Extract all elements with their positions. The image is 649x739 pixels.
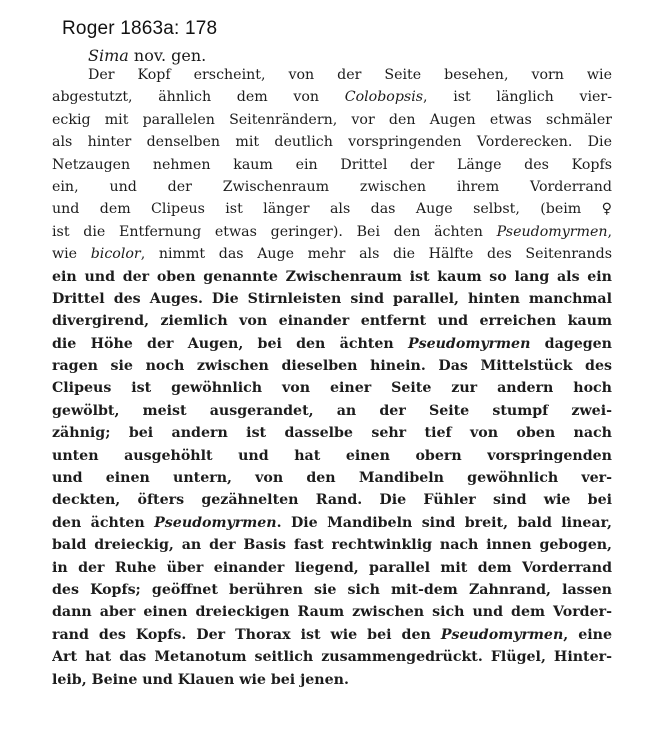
text-line: wie bicolor, nimmt das Auge mehr als die Hälfte des Seitenrands [52,246,612,263]
text-line: ein und der oben genannte Zwischenraum ist kaum so lang als ein [52,268,612,285]
text-line: rand des Kopfs. Der Thorax ist wie bei den Pseudomyrmen, eine [52,626,612,643]
text-line: Art hat das Metanotum seitlich zusammengedrückt. Flügel, Hinter- [52,649,612,666]
description-paragraph [52,64,612,691]
text-line: und dem Clipeus ist länger als das Auge selbst, (beim ♀ [52,201,612,218]
text-line: abgestutzt, ähnlich dem von Colobopsis, ist länglich vier- [52,89,612,106]
text-line: ragen sie noch zwischen dieselben hinein. Das Mittelstück des [52,358,612,375]
text-line: dann aber einen dreieckigen Raum zwischen sich und dem Vorder- [52,604,612,621]
genus-name: Sima [88,46,129,65]
text-line: ist die Entfernung etwas geringer). Bei den ächten Pseudomyrmen, [52,223,612,240]
text-line: leib, Beine und Klauen wie bei jenen. [52,671,349,688]
text-line: die Höhe der Augen, bei den ächten Pseudomyrmen dagegen [52,335,612,352]
text-line: als hinter denselben mit deutlich vorspringenden Vorderecken. Die [52,134,612,151]
text-line: in der Ruhe über einander liegend, parallel mit dem Vorderrand [52,559,612,576]
text-line: Clipeus ist gewöhnlich von einer Seite zur andern hoch [52,380,612,397]
text-line: bald dreieckig, an der Basis fast rechtwinklig nach innen gebogen, [52,537,612,554]
text-line: Drittel des Auges. Die Stirnleisten sind parallel, hinten manchmal [52,290,612,307]
citation-label: Roger 1863a: 178 [62,18,218,39]
text-line: und einen untern, von den Mandibeln gewöhnlich ver- [52,470,612,487]
text-line: deckten, öfters gezähnelten Rand. Die Fühler sind wie bei [52,492,612,509]
text-line: gewölbt, meist ausgerandet, an der Seite stumpf zwei- [52,402,612,419]
genus-heading [88,46,206,65]
text-line: Netzaugen nehmen kaum ein Drittel der Länge des Kopfs [52,156,612,173]
text-line: eckig mit parallelen Seitenrändern, vor den Augen etwas schmäler [52,111,612,128]
text-line: den ächten Pseudomyrmen. Die Mandibeln sind breit, bald linear, [52,514,612,531]
text-line: unten ausgehöhlt und hat einen obern vorspringenden [52,447,612,464]
text-line: ein, und der Zwischenraum zwischen ihrem Vorderrand [52,178,612,195]
text-line: des Kopfs; geöffnet berühren sie sich mit-dem Zahnrand, lassen [52,581,612,598]
text-line: Der Kopf erscheint, von der Seite besehen, vorn wie [88,67,612,83]
text-line: zähnig; bei andern ist dasselbe sehr tief von oben nach [52,425,612,442]
text-line: divergirend, ziemlich von einander entfernt und erreichen kaum [52,313,612,330]
genus-status: nov. gen. [133,46,207,65]
